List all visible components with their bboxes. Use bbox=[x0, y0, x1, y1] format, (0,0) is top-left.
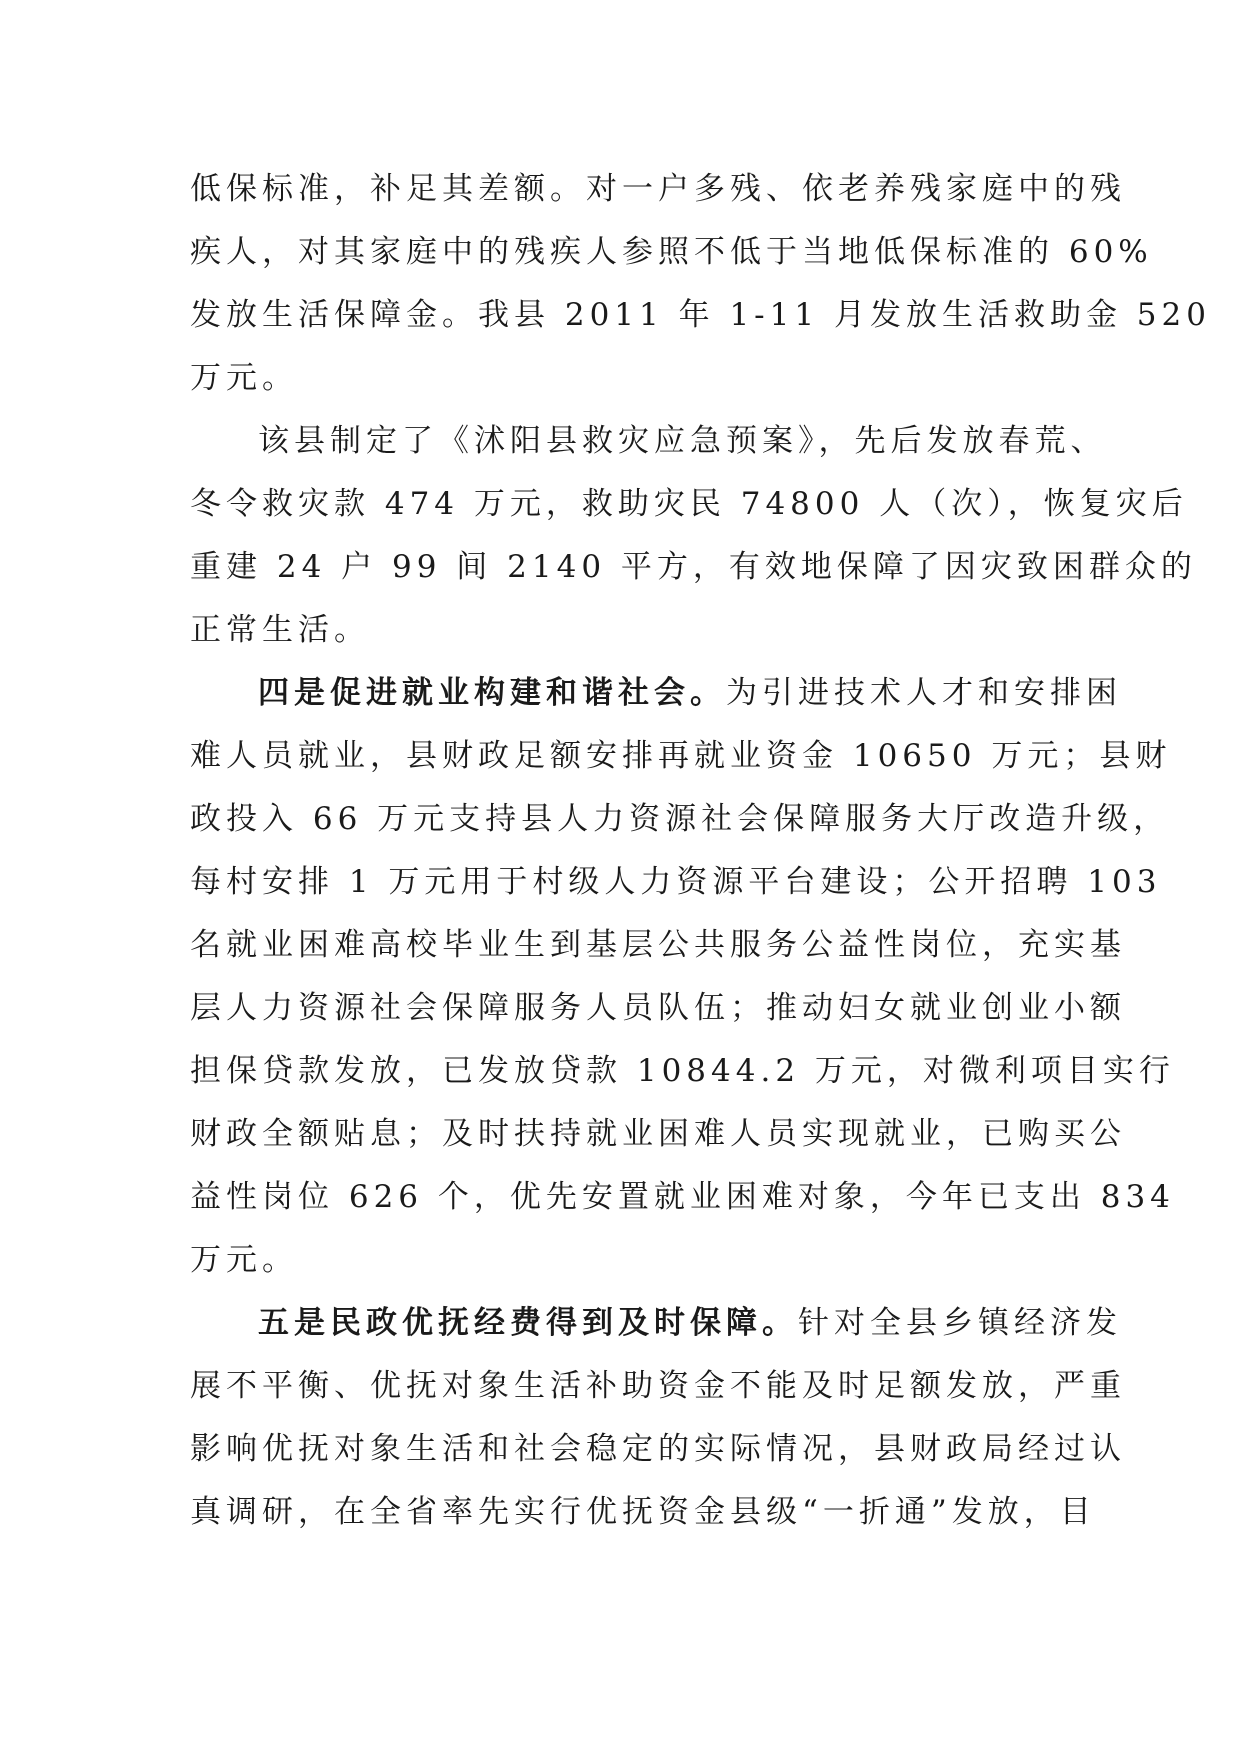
text-line: 万元。 bbox=[190, 360, 298, 396]
text-line: 财政全额贴息；及时扶持就业困难人员实现就业，已购买公 bbox=[190, 1116, 1126, 1152]
text-line: 益性岗位 626 个，优先安置就业困难对象，今年已支出 834 bbox=[190, 1179, 1175, 1215]
text-line: 名就业困难高校毕业生到基层公共服务公益性岗位，充实基 bbox=[190, 927, 1126, 963]
text-line: 冬令救灾款 474 万元，救助灾民 74800 人（次），恢复灾后 bbox=[190, 486, 1188, 522]
text-line bbox=[190, 1292, 1122, 1355]
text-line: 展不平衡、优抚对象生活补助资金不能及时足额发放，严重 bbox=[190, 1368, 1126, 1404]
paragraph-1 bbox=[190, 158, 1211, 410]
paragraph-3 bbox=[190, 662, 1175, 1292]
text-line: 每村安排 1 万元用于村级人力资源平台建设；公开招聘 103 bbox=[190, 864, 1162, 900]
paragraph-4 bbox=[190, 1292, 1126, 1544]
text-run: 为引进技术人才和安排困 bbox=[726, 675, 1122, 711]
paragraph-heading: 四是促进就业构建和谐社会。 bbox=[258, 675, 726, 711]
text-line: 发放生活保障金。我县 2011 年 1-11 月发放生活救助金 520 bbox=[190, 297, 1211, 333]
text-run: 针对全县乡镇经济发 bbox=[798, 1305, 1122, 1341]
text-line: 政投入 66 万元支持县人力资源社会保障服务大厅改造升级， bbox=[190, 801, 1170, 837]
text-line: 难人员就业，县财政足额安排再就业资金 10650 万元；县财 bbox=[190, 738, 1172, 774]
text-line: 疾人，对其家庭中的残疾人参照不低于当地低保标准的 60% bbox=[190, 234, 1153, 270]
text-line: 担保贷款发放，已发放贷款 10844.2 万元，对微利项目实行 bbox=[190, 1053, 1175, 1089]
text-line: 真调研，在全省率先实行优抚资金县级“一折通”发放，目 bbox=[190, 1494, 1096, 1530]
text-line bbox=[190, 662, 1122, 725]
text-line: 重建 24 户 99 间 2140 平方，有效地保障了因灾致困群众的 bbox=[190, 549, 1197, 585]
text-line: 该县制定了《沭阳县救灾应急预案》，先后发放春荒、 bbox=[258, 423, 1107, 459]
text-line: 低保标准，补足其差额。对一户多残、依老养残家庭中的残 bbox=[190, 171, 1126, 207]
paragraph-2 bbox=[190, 410, 1197, 662]
text-line: 影响优抚对象生活和社会稳定的实际情况，县财政局经过认 bbox=[190, 1431, 1126, 1467]
body-text bbox=[190, 158, 1211, 1544]
text-line: 万元。 bbox=[190, 1242, 298, 1278]
text-line: 层人力资源社会保障服务人员队伍；推动妇女就业创业小额 bbox=[190, 990, 1126, 1026]
text-line: 正常生活。 bbox=[190, 612, 370, 648]
paragraph-heading: 五是民政优抚经费得到及时保障。 bbox=[258, 1305, 798, 1341]
